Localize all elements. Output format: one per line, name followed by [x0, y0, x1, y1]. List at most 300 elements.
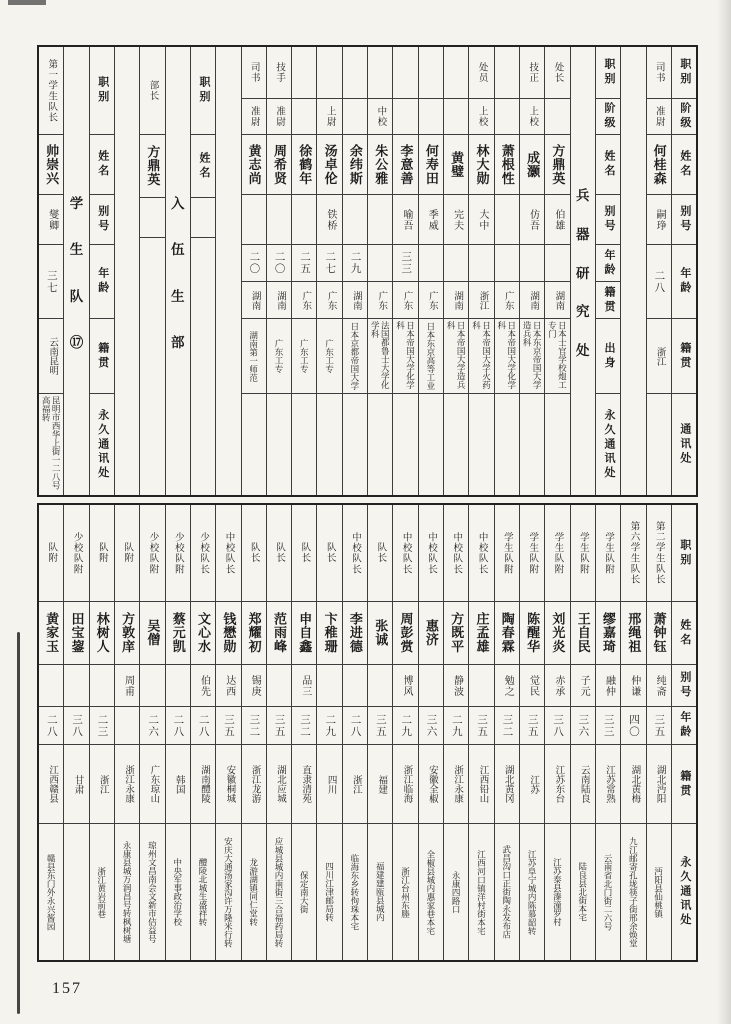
cell-role [343, 47, 367, 99]
section-title-char: 生 [69, 242, 84, 258]
cell-role: 中校队长 [343, 505, 367, 602]
cell-role: 中校队长 [216, 505, 240, 602]
cell-addr [317, 394, 341, 495]
cell-origin: 湖南 [267, 282, 291, 319]
spacer-column [215, 47, 240, 495]
cell-num [495, 245, 519, 282]
roster-column [139, 505, 164, 960]
cell-role: 队长 [267, 505, 291, 602]
cell-role: 中校 [368, 99, 392, 135]
cell-role: 学生队附 [520, 505, 544, 602]
cell-origin: 直隶清苑 [292, 745, 316, 824]
cell-blank [140, 198, 164, 238]
cell-alias [242, 195, 266, 245]
cell-role [368, 47, 392, 99]
cell-num: 二九 [343, 245, 367, 282]
cell-role: 技手 [267, 47, 291, 99]
cell-alias [495, 195, 519, 245]
cell-name: 黄志尚 [242, 135, 266, 195]
roster-column [342, 505, 367, 960]
roster-column [165, 505, 190, 960]
roster-column [595, 505, 620, 960]
cell-alias [267, 195, 291, 245]
cell-name: 何桂森 [647, 135, 671, 195]
cell-origin: 湖北黄冈 [495, 745, 519, 824]
column-heading: 职别 [596, 47, 620, 99]
cell-alias [469, 665, 493, 707]
cell-name: 刘光炎 [545, 602, 569, 665]
section-title-char: 兵 [575, 188, 590, 204]
roster-column [418, 505, 443, 960]
section-title-char: 处 [575, 343, 590, 359]
section-title [64, 47, 88, 495]
cell-num: 二九 [393, 707, 417, 745]
cell-role: 第六学生队长 [621, 505, 645, 602]
column-heading: 姓名 [90, 135, 114, 195]
cell-addr: 永康四路口 [451, 870, 462, 914]
spacer-column [620, 47, 645, 495]
roster-column [367, 47, 392, 495]
cell-alias [368, 665, 392, 707]
column-heading: 姓名 [672, 602, 696, 665]
cell-num: 二〇 [267, 245, 291, 282]
header-column [190, 47, 215, 495]
cell-alias [368, 195, 392, 245]
cell-edu: 日本帝国大学火药科 [469, 319, 493, 394]
cell-alias [317, 665, 341, 707]
cell-origin: 云南昆明 [39, 319, 63, 394]
section-label-column [63, 47, 88, 495]
cell-origin: 湖南 [545, 282, 569, 319]
roster-column [291, 47, 316, 495]
section-title-char: 部 [170, 335, 185, 351]
column-heading: 姓名 [191, 135, 215, 198]
section-title-char: 伍 [170, 242, 185, 258]
cell-origin: 广东 [495, 282, 519, 319]
cell-origin: 浙江永康 [115, 745, 139, 824]
cell-addr [343, 394, 367, 495]
cell-role: 队长 [292, 505, 316, 602]
column-heading: 职别 [90, 47, 114, 135]
cell-role: 中校队长 [444, 505, 468, 602]
cell-addr [64, 824, 88, 960]
column-heading: 职别 [191, 47, 215, 135]
cell-role: 队长 [368, 505, 392, 602]
cell-addr: 九江邮寄孔垅筷子街邢余焕堂 [628, 836, 639, 948]
cell-addr [469, 394, 493, 495]
cell-role: 处员 [469, 47, 493, 99]
cell-origin: 江苏东台 [545, 745, 569, 824]
column-heading: 阶级 [672, 99, 696, 135]
cell-role [393, 47, 417, 99]
cell-name: 钱懋勋 [216, 602, 240, 665]
cell-role [419, 47, 443, 99]
cell-edu: 日本帝国大学化学科 [393, 319, 417, 394]
section-title [571, 47, 595, 495]
cell-addr [545, 394, 569, 495]
cell-name: 萧钟钰 [647, 602, 671, 665]
cell-name: 帅崇兴 [39, 135, 63, 195]
cell-name: 蔡元凯 [166, 602, 190, 665]
column-heading: 永久通讯处 [96, 408, 109, 481]
cell-edu: 日本东京帝国大学造兵科 [520, 319, 544, 394]
scan-artifact-line [17, 632, 20, 1014]
cell-addr [368, 394, 392, 495]
section-title-char: 学 [69, 195, 84, 211]
cell-alias [292, 195, 316, 245]
column-heading: 别号 [672, 665, 696, 707]
roster-column [139, 47, 164, 495]
cell-origin: 江苏 [520, 745, 544, 824]
column-heading: 年龄 [672, 707, 696, 745]
cell-addr: 浙江黄岩前巷 [96, 866, 107, 918]
cell-name: 萧根性 [495, 135, 519, 195]
cell-name: 申自鑫 [292, 602, 316, 665]
column-heading: 籍贯 [672, 319, 696, 394]
cell-role: 第一学生队长 [39, 47, 63, 135]
cell-addr [292, 394, 316, 495]
cell-num: 二八 [166, 707, 190, 745]
cell-role: 处长 [545, 47, 569, 99]
cell-role: 司书 [647, 47, 671, 99]
cell-role [444, 99, 468, 135]
cell-name: 王自民 [571, 602, 595, 665]
cell-addr: 江西河口镇洋村街本宅 [476, 849, 487, 935]
roster-column [544, 47, 569, 495]
cell-edu: 日本东京高等工业 [419, 319, 443, 394]
cell-num: 二九 [317, 707, 341, 745]
roster-column [89, 505, 114, 960]
roster-column [316, 47, 341, 495]
roster-column [443, 47, 468, 495]
cell-origin: 浙江临海 [393, 745, 417, 824]
cell-addr: 沔阳县仙桃镇 [653, 866, 664, 918]
cell-addr: 醴陵北城生盛祥转 [198, 858, 209, 926]
cell-edu: 湖南第一师范 [242, 319, 266, 394]
cell-name: 张诚 [368, 602, 392, 665]
cell-alias: 锡庚 [242, 665, 266, 707]
cell-role [495, 47, 519, 99]
cell-alias [64, 665, 88, 707]
cell-addr: 武昌沟口正街陶永发布店 [501, 845, 512, 939]
cell-edu: 日本京都帝国大学 [343, 319, 367, 394]
cell-origin: 湖南 [444, 282, 468, 319]
cell-num: 二七 [317, 245, 341, 282]
cell-addr: 四川江津邮局转 [324, 862, 335, 922]
cell-name: 李意善 [393, 135, 417, 195]
cell-alias: 完夫 [444, 195, 468, 245]
cell-name: 林大勋 [469, 135, 493, 195]
header-column [671, 505, 696, 960]
cell-num: 二八 [39, 707, 63, 745]
cell-role [317, 47, 341, 99]
cell-num: 三五 [267, 707, 291, 745]
roster-column [241, 505, 266, 960]
column-heading: 阶级 [596, 99, 620, 135]
cell-addr: 应城县城内南街三合福药局转 [273, 836, 284, 948]
cell-origin: 浙江 [343, 745, 367, 824]
cell-alias: 勉之 [495, 665, 519, 707]
cell-num [115, 707, 139, 745]
cell-role [393, 99, 417, 135]
cell-addr [242, 394, 266, 495]
cell-alias [343, 195, 367, 245]
cell-name: 方敦庠 [115, 602, 139, 665]
roster-column [646, 47, 671, 495]
cell-addr: 赣县东门外永兴酱园 [46, 853, 57, 931]
cell-name: 缪嘉琦 [596, 602, 620, 665]
roster-column [190, 505, 215, 960]
header-column [595, 47, 620, 495]
cell-num: 三五 [520, 707, 544, 745]
cell-edu: 广东工专 [317, 319, 341, 394]
cell-role: 中校队长 [419, 505, 443, 602]
cell-num: 三五 [469, 707, 493, 745]
roster-column [494, 47, 519, 495]
cell-alias [140, 665, 164, 707]
roster-column [342, 47, 367, 495]
cell-addr: 临海东乡转佝珠本宅 [349, 853, 360, 931]
cell-origin: 江西铅山 [469, 745, 493, 824]
cell-addr: 江苏泰县溱潼罗村 [552, 858, 563, 926]
cell-role: 队附 [90, 505, 114, 602]
cell-origin: 安徽桐城 [216, 745, 240, 824]
cell-origin: 广东 [419, 282, 443, 319]
cell-addr [393, 394, 417, 495]
spacer-column [114, 47, 139, 495]
cell-origin: 浙江龙游 [242, 745, 266, 824]
section-title-char: 研 [575, 265, 590, 281]
cell-role [545, 99, 569, 135]
cell-origin: 云南陆良 [571, 745, 595, 824]
cell-name: 成灏 [520, 135, 544, 195]
column-heading: 职别 [672, 505, 696, 602]
cell-name: 方鼎英 [545, 135, 569, 195]
cell-origin: 浙江 [647, 319, 671, 394]
cell-role: 少校队附 [140, 505, 164, 602]
cell-num: 二〇 [242, 245, 266, 282]
column-heading: 别号 [90, 195, 114, 245]
cell-edu: 法国都鲁士大学化学科 [368, 319, 392, 394]
section-label-column [570, 47, 595, 495]
cell-role: 学生队附 [545, 505, 569, 602]
column-heading: 年龄 [90, 245, 114, 319]
cell-name: 徐鹤年 [292, 135, 316, 195]
cell-origin: 湖北黄梅 [621, 745, 645, 824]
cell-role: 少校队附 [166, 505, 190, 602]
cell-role: 准尉 [242, 99, 266, 135]
cell-name: 吴僧 [140, 602, 164, 665]
cell-name: 卞稚珊 [317, 602, 341, 665]
cell-role: 队附 [39, 505, 63, 602]
cell-origin: 广东 [317, 282, 341, 319]
page-number: 157 [52, 980, 82, 997]
upper-roster-table [37, 45, 698, 497]
cell-name: 黄璧 [444, 135, 468, 195]
cell-num: 三三 [596, 707, 620, 745]
cell-alias: 达西 [216, 665, 240, 707]
roster-column [392, 505, 417, 960]
cell-edu: 日本帝国大学造兵科 [444, 319, 468, 394]
roster-column [519, 47, 544, 495]
section-title-char: 器 [575, 226, 590, 242]
scan-smudge [8, 0, 46, 5]
cell-addr: 昆明市西华上街一二八号高福转 [41, 396, 62, 490]
cell-alias: 周甫 [115, 665, 139, 707]
roster-column [620, 505, 645, 960]
cell-num: 四〇 [621, 707, 645, 745]
cell-role: 上校 [520, 99, 544, 135]
cell-name: 周希贤 [267, 135, 291, 195]
cell-origin: 广东 [368, 282, 392, 319]
cell-origin: 广东 [292, 282, 316, 319]
cell-name: 余纬斯 [343, 135, 367, 195]
cell-alias: 铁桥 [317, 195, 341, 245]
cell-name: 李进德 [343, 602, 367, 665]
scan-edge-shade [717, 0, 731, 1024]
cell-addr: 全椒县城内惠家巷本宅 [425, 849, 436, 935]
cell-role: 中校队长 [469, 505, 493, 602]
cell-num: 二六 [140, 707, 164, 745]
roster-column [63, 505, 88, 960]
cell-addr: 永康县城万润昌号转枫树塘 [122, 841, 133, 943]
cell-name: 林树人 [90, 602, 114, 665]
roster-column [114, 505, 139, 960]
cell-role: 部长 [140, 47, 164, 135]
cell-origin: 湖南 [520, 282, 544, 319]
cell-alias [419, 665, 443, 707]
cell-alias [166, 665, 190, 707]
cell-role: 队长 [242, 505, 266, 602]
cell-role [292, 99, 316, 135]
cell-num: 二八 [647, 245, 671, 319]
column-heading: 别号 [672, 195, 696, 245]
cell-addr: 安庆大通汤家沟许万隆米行转 [223, 836, 234, 948]
cell-alias: 喻吾 [393, 195, 417, 245]
cell-role: 队长 [317, 505, 341, 602]
cell-addr: 江苏阜宁城内陈慕韶转 [527, 849, 538, 935]
section-title-char: 究 [575, 304, 590, 320]
cell-alias: 伯先 [191, 665, 215, 707]
column-heading: 籍贯 [672, 745, 696, 824]
cell-addr [495, 394, 519, 495]
cell-alias: 伯雄 [545, 195, 569, 245]
cell-role [292, 47, 316, 99]
cell-role: 少校队附 [64, 505, 88, 602]
cell-addr [647, 394, 671, 495]
cell-addr: 陆良县北街本宅 [577, 862, 588, 922]
column-heading [191, 198, 215, 238]
roster-column [39, 47, 63, 495]
column-heading: 永久通讯处 [602, 408, 615, 481]
cell-role: 队附 [115, 505, 139, 602]
cell-alias: 静波 [444, 665, 468, 707]
cell-role: 学生队附 [571, 505, 595, 602]
column-heading: 年龄 [596, 245, 620, 282]
roster-column [544, 505, 569, 960]
cell-num: 三八 [545, 707, 569, 745]
roster-column [418, 47, 443, 495]
cell-name: 郑耀初 [242, 602, 266, 665]
cell-num [419, 245, 443, 282]
cell-addr: 中央军事政治学校 [172, 858, 183, 926]
cell-origin: 广东 [393, 282, 417, 319]
cell-role: 司书 [242, 47, 266, 99]
header-column [671, 47, 696, 495]
cell-addr: 浙江台州东塍 [400, 866, 411, 918]
roster-column [266, 505, 291, 960]
cell-addr: 龙游湖镇同仁堂转 [248, 858, 259, 926]
cell-name: 汤卓伦 [317, 135, 341, 195]
cell-name: 惠济 [419, 602, 443, 665]
cell-name: 朱公雅 [368, 135, 392, 195]
cell-alias [90, 665, 114, 707]
column-heading: 姓名 [596, 135, 620, 195]
cell-alias: 融仲 [596, 665, 620, 707]
cell-blank [140, 238, 164, 495]
roster-column [241, 47, 266, 495]
cell-num: 三二 [495, 707, 519, 745]
cell-alias: 赤承 [545, 665, 569, 707]
cell-name: 邢绳祖 [621, 602, 645, 665]
cell-role: 第二学生队长 [647, 505, 671, 602]
cell-addr: 福建建瓯县城内 [375, 862, 386, 922]
roster-column [392, 47, 417, 495]
cell-num: 二九 [444, 707, 468, 745]
cell-role: 技正 [520, 47, 544, 99]
cell-name: 陶春霖 [495, 602, 519, 665]
cell-name: 方既平 [444, 602, 468, 665]
cell-name: 范雨峰 [267, 602, 291, 665]
cell-origin: 湖北应城 [267, 745, 291, 824]
header-column [89, 47, 114, 495]
column-heading: 姓名 [672, 135, 696, 195]
cell-num: 二八 [343, 707, 367, 745]
roster-column [570, 505, 595, 960]
cell-alias [267, 665, 291, 707]
cell-origin: 韩国 [166, 745, 190, 824]
cell-name: 庄孟雄 [469, 602, 493, 665]
cell-num: 三二 [292, 707, 316, 745]
cell-origin: 湖南 [242, 282, 266, 319]
cell-origin: 湖南醴陵 [191, 745, 215, 824]
roster-column [519, 505, 544, 960]
column-heading: 籍贯 [596, 282, 620, 319]
cell-addr: 云南省北门街二六号 [603, 853, 614, 931]
cell-role: 上校 [469, 99, 493, 135]
roster-column [316, 505, 341, 960]
cell-num: 二三 [90, 707, 114, 745]
cell-name: 何寿田 [419, 135, 443, 195]
column-heading: 年龄 [672, 245, 696, 319]
cell-alias: 季威 [419, 195, 443, 245]
cell-num [469, 245, 493, 282]
cell-alias: 觉民 [520, 665, 544, 707]
section-title [166, 47, 190, 495]
roster-column [494, 505, 519, 960]
cell-num: 三五 [216, 707, 240, 745]
cell-alias [39, 665, 63, 707]
column-heading: 永久通讯处 [678, 856, 691, 928]
cell-num [444, 245, 468, 282]
cell-name: 陈醒华 [520, 602, 544, 665]
cell-alias: 嗣琤 [647, 195, 671, 245]
cell-role: 上尉 [317, 99, 341, 135]
cell-role: 少校队长 [191, 505, 215, 602]
column-heading: 籍贯 [90, 319, 114, 394]
cell-role: 准尉 [267, 99, 291, 135]
cell-role [495, 99, 519, 135]
